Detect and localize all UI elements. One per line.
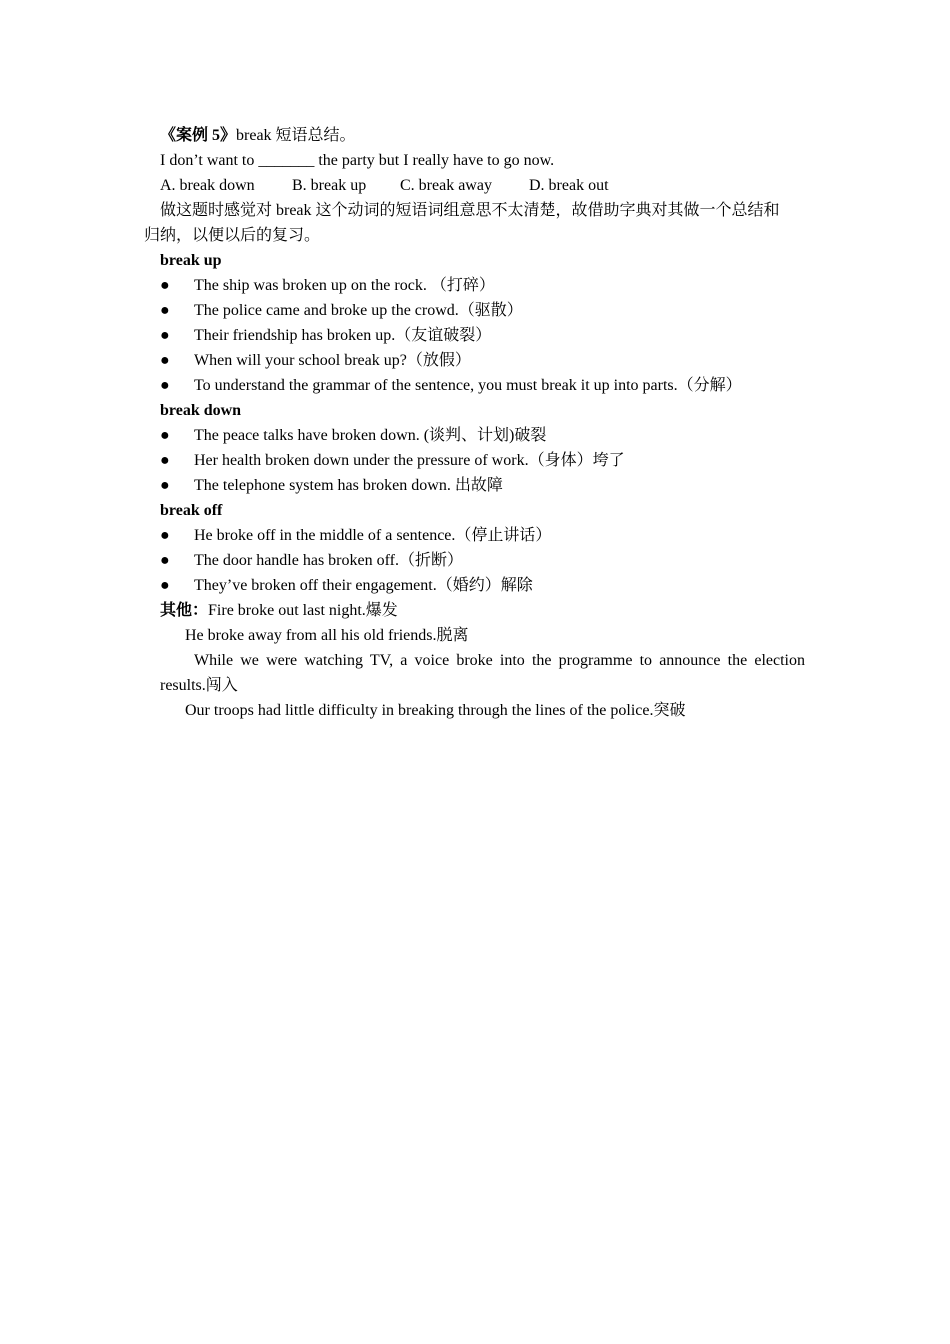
list-item — [0, 448, 950, 473]
list-item — [0, 348, 950, 373]
list-item-text: Her health broken down under the pressure of work.（身体）垮了 — [194, 452, 625, 469]
others-second: He broke away from all his old friends.脱离 — [185, 627, 469, 644]
list-item — [0, 298, 950, 323]
bullet-icon: ● — [160, 352, 170, 369]
others-first — [160, 598, 806, 623]
intro-line-2: 归纳，以便以后的复习。 — [144, 227, 321, 244]
others-third-line-1: While we were watching TV, a voice broke into the programme to announce the election — [194, 652, 805, 669]
bullet-icon: ● — [160, 527, 170, 544]
option-b: B. break up — [292, 177, 367, 194]
list-item-text: When will your school break up?（放假） — [194, 352, 471, 369]
others-fourth: Our troops had little difficulty in breaking through the lines of the police.突破 — [185, 702, 686, 719]
bullet-icon: ● — [160, 552, 170, 569]
option-a: A. break down — [160, 177, 255, 194]
list-item — [0, 573, 950, 598]
list-item-text: Their friendship has broken up.（友谊破裂） — [194, 327, 492, 344]
list-item-text: The door handle has broken off.（折断） — [194, 552, 463, 569]
list-item — [0, 373, 950, 398]
list-item-text: The police came and broke up the crowd.（驱散） — [194, 302, 523, 319]
section-heading-break-up: break up — [160, 252, 222, 269]
others-third-line-2: results.闯入 — [160, 677, 238, 694]
case-title — [160, 123, 806, 148]
list-item — [0, 423, 950, 448]
case-title-bold: 《案例 5》 — [160, 127, 237, 144]
list-item — [0, 548, 950, 573]
bullet-icon: ● — [160, 277, 170, 294]
list-item — [0, 473, 950, 498]
bullet-icon: ● — [160, 327, 170, 344]
case-title-rest: break 短语总结。 — [236, 127, 356, 144]
bullet-icon: ● — [160, 427, 170, 444]
list-item-text: The ship was broken up on the rock. （打碎） — [194, 277, 495, 294]
bullet-icon: ● — [160, 477, 170, 494]
others-first-text: Fire broke out last night.爆发 — [208, 602, 398, 619]
list-item-text: They’ve broken off their engagement.（婚约）解除 — [194, 577, 533, 594]
list-item-text: The telephone system has broken down. 出故障 — [194, 477, 503, 494]
list-item-text: To understand the grammar of the sentence, you must break it up into parts.（分解） — [194, 377, 742, 394]
bullet-icon: ● — [160, 452, 170, 469]
options-row — [160, 173, 806, 198]
question-text: I don’t want to _______ the party but I really have to go now. — [160, 152, 555, 169]
bullet-icon: ● — [160, 302, 170, 319]
section-heading-break-off: break off — [160, 502, 223, 519]
bullet-icon: ● — [160, 377, 170, 394]
list-item — [0, 273, 950, 298]
others-label: 其他： — [160, 602, 209, 619]
list-item-text: The peace talks have broken down. (谈判、计划)破裂 — [194, 427, 547, 444]
option-c: C. break away — [400, 177, 492, 194]
section-heading-break-down: break down — [160, 402, 242, 419]
list-item — [0, 323, 950, 348]
option-d: D. break out — [529, 177, 609, 194]
list-item — [0, 523, 950, 548]
intro-line-1: 做这题时感觉对 break 这个动词的短语词组意思不太清楚，故借助字典对其做一个总结和 — [160, 202, 780, 219]
bullet-icon: ● — [160, 577, 170, 594]
list-item-text: He broke off in the middle of a sentence.（停止讲话） — [194, 527, 552, 544]
